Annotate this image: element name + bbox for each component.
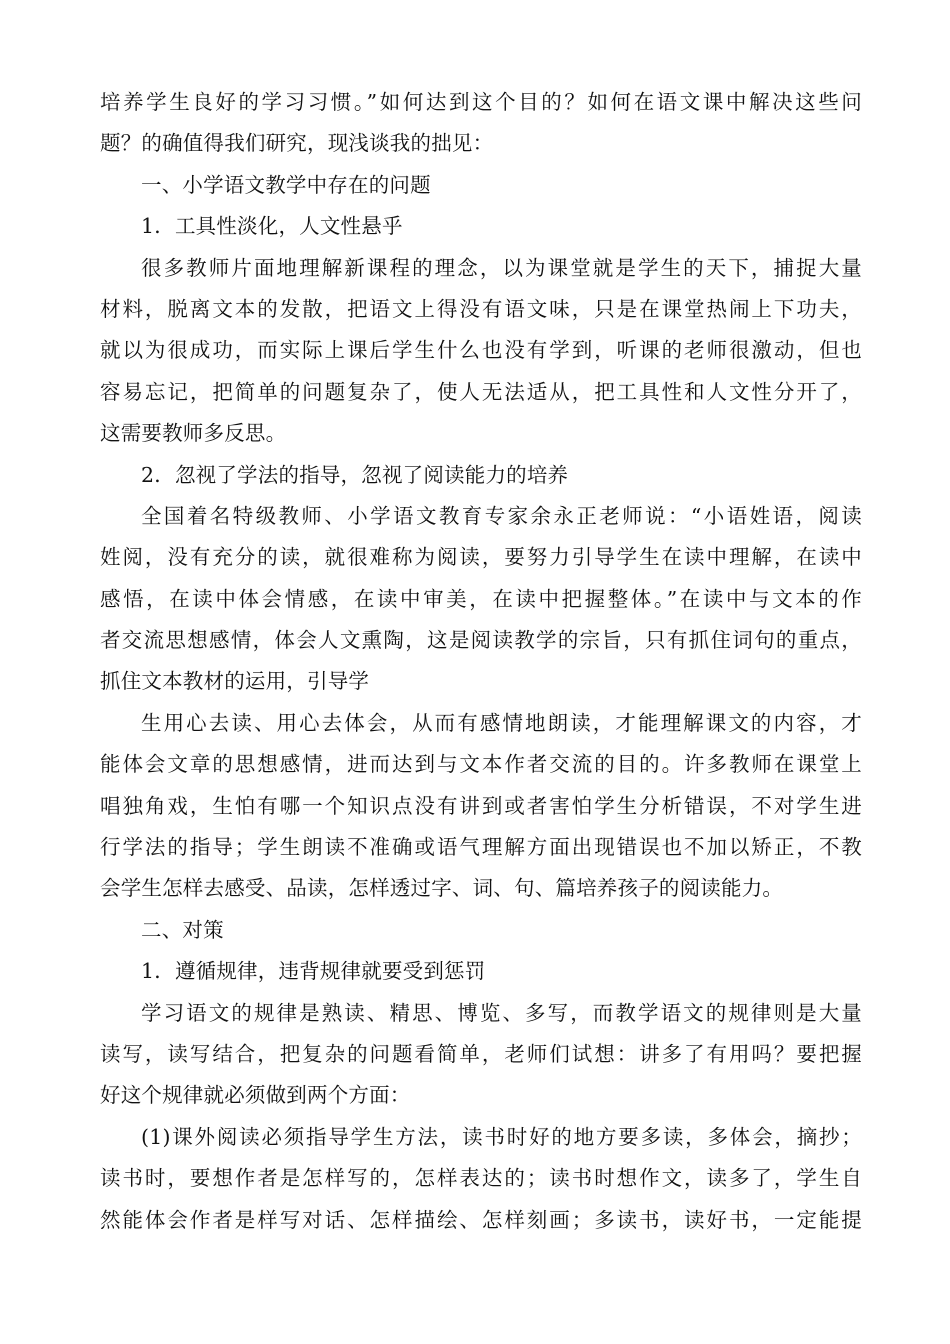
text-line: 这需要教师多反思。 (100, 421, 287, 446)
text-line: 2．忽视了学法的指导，忽视了阅读能力的培养 (141, 462, 569, 487)
text-line: 一、小学语文教学中存在的问题 (141, 172, 431, 197)
text-line: 唱独角戏，生怕有哪一个知识点没有讲到或者害怕学生分析错误，不对学生进 (100, 793, 862, 818)
text-line: 读写，读写结合，把复杂的问题看简单，老师们试想：讲多了有用吗？要把握 (100, 1041, 862, 1066)
text-line: 容易忘记，把简单的问题复杂了，使人无法适从，把工具性和人文性分开了， (100, 379, 862, 404)
text-line: 会学生怎样去感受、品读，怎样透过字、词、句、篇培养孩子的阅读能力。 (100, 876, 784, 901)
text-line: 全国着名特级教师、小学语文教育专家余永正老师说：“小语姓语，阅读 (141, 503, 862, 528)
text-line: 感悟，在读中体会情感，在读中审美，在读中把握整体。”在读中与文本的作 (100, 586, 862, 611)
text-line: 生用心去读、用心去体会，从而有感情地朗读，才能理解课文的内容，才 (141, 710, 862, 735)
text-line: 好这个规律就必须做到两个方面： (100, 1083, 411, 1108)
text-line: 材料，脱离文本的发散，把语文上得没有语文味，只是在课堂热闹上下功夫， (100, 296, 862, 321)
text-line: 抓住文本教材的运用，引导学 (100, 669, 370, 694)
text-line: 培养学生良好的学习习惯。”如何达到这个目的？如何在语文课中解决这些问 (100, 90, 862, 114)
text-line: 然能体会作者是样写对话、怎样描绘、怎样刻画；多读书，读好书，一定能提 (100, 1207, 862, 1232)
text-line: 能体会文章的思想感情，进而达到与文本作者交流的目的。许多教师在课堂上 (100, 752, 862, 777)
text-line: 就以为很成功，而实际上课后学生什么也没有学到，听课的老师很激动，但也 (100, 338, 862, 363)
text-line: 姓阅，没有充分的读，就很难称为阅读，要努力引导学生在读中理解，在读中 (100, 545, 862, 570)
text-line: 行学法的指导；学生朗读不准确或语气理解方面出现错误也不加以矫正，不教 (100, 835, 862, 860)
text-line: 读书时，要想作者是怎样写的，怎样表达的；读书时想作文，读多了，学生自 (100, 1166, 862, 1191)
text-line: 很多教师片面地理解新课程的理念，以为课堂就是学生的天下，捕捉大量 (141, 255, 862, 280)
text-line: 者交流思想感情，体会人文熏陶，这是阅读教学的宗旨，只有抓住词句的重点， (100, 628, 862, 653)
text-line: 学习语文的规律是熟读、精思、博览、多写，而教学语文的规律则是大量 (141, 1000, 862, 1025)
document-page (100, 82, 862, 1241)
text-line: 二、对策 (141, 917, 224, 942)
text-line: 题？的确值得我们研究，现浅谈我的拙见： (100, 131, 494, 156)
text-line: (1)课外阅读必须指导学生方法，读书时好的地方要多读，多体会，摘抄； (141, 1124, 862, 1149)
text-line: 1．工具性淡化，人文性悬乎 (141, 214, 403, 239)
text-line: 1．遵循规律，违背规律就要受到惩罚 (141, 959, 486, 984)
